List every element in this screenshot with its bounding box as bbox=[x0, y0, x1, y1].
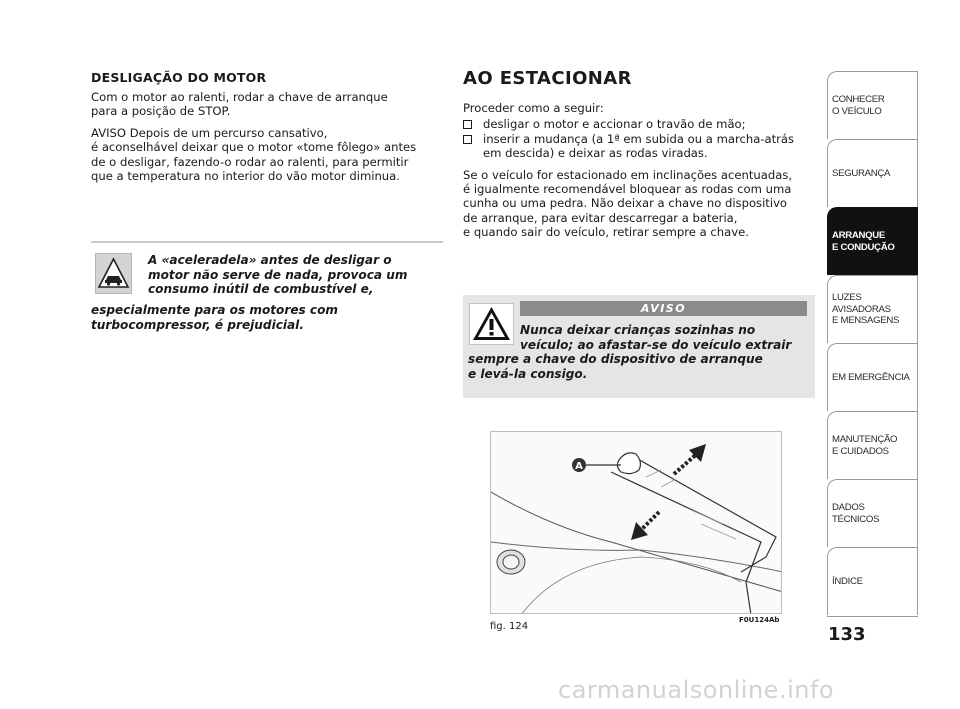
tab-label: SEGURANÇA bbox=[832, 167, 891, 179]
tab-indice[interactable] bbox=[827, 547, 918, 615]
aviso-warning-box bbox=[463, 295, 815, 398]
checkbox-bullet-icon bbox=[463, 135, 472, 144]
arrow-down-icon bbox=[631, 512, 659, 540]
tab-label: CONHECER O VEÍCULO bbox=[832, 94, 885, 117]
figure-label-a: A bbox=[575, 461, 583, 472]
tab-label: LUZES AVISADORAS E MENSAGENS bbox=[832, 292, 900, 327]
aviso-text-part2: sempre a chave do dispositivo de arranque e levá-la consigo. bbox=[468, 352, 763, 381]
car-environment-icon bbox=[95, 253, 132, 294]
watermark: carmanualsonline.info bbox=[558, 676, 835, 704]
tab-label: MANUTENÇÃO E CUIDADOS bbox=[832, 434, 898, 457]
paragraph-engine-off: Com o motor ao ralenti, rodar a chave de arranque para a posição de STOP. bbox=[91, 90, 388, 119]
figure-code: F0U124Ab bbox=[739, 616, 780, 624]
note-text-part2: especialmente para os motores com turbocompressor, é prejudicial. bbox=[91, 303, 339, 332]
aviso-text-part1: Nunca deixar crianças sozinhas no veículo; ao afastar-se do veículo extrair bbox=[520, 323, 792, 352]
tab-em-emergencia[interactable] bbox=[827, 343, 918, 411]
section-title-parking: AO ESTACIONAR bbox=[463, 68, 632, 89]
tab-dados-tecnicos[interactable] bbox=[827, 479, 918, 547]
page-number: 133 bbox=[828, 624, 866, 645]
checkbox-bullet-icon bbox=[463, 120, 472, 129]
note-text-part1: A «aceleradela» antes de desligar o motor não serve de nada, provoca um consumo inútil de combustível e, bbox=[148, 253, 408, 297]
paragraph-slope-parking: Se o veículo for estacionado em inclinações acentuadas, é igualmente recomendável bloquear as rodas com uma cunha ou uma pedra. Não deixar a chave no dispositivo de arranque, para evitar descarregar a bateria, e quando sair do veículo, retirar sempre a chave. bbox=[463, 167, 793, 240]
aviso-banner: AVISO bbox=[520, 301, 807, 316]
tab-luzes-avisadoras[interactable] bbox=[827, 275, 918, 343]
list-item bbox=[463, 132, 815, 161]
list-item bbox=[463, 117, 815, 131]
tab-label: ÍNDICE bbox=[832, 575, 863, 587]
tab-label: ARRANQUE E CONDUÇÃO bbox=[832, 230, 895, 253]
tab-manutencao[interactable] bbox=[827, 411, 918, 479]
paragraph-aviso-engine: AVISO Depois de um percurso cansativo, é aconselhável deixar que o motor «tome fôlego» antes de o desligar, fazendo-o rodar ao ralenti, para permitir que a temperatura no interior do vão motor diminua. bbox=[91, 125, 417, 184]
tab-label: DADOS TÉCNICOS bbox=[832, 502, 880, 525]
tab-label: EM EMERGÊNCIA bbox=[832, 371, 910, 383]
tabs-bottom-border bbox=[827, 616, 918, 617]
tab-arranque-conducao[interactable] bbox=[827, 207, 918, 275]
section-title-engine-off: DESLIGAÇÃO DO MOTOR bbox=[91, 70, 267, 85]
left-column bbox=[91, 70, 443, 190]
paragraph-parking-intro: Proceder como a seguir: bbox=[463, 101, 604, 115]
handbrake-illustration bbox=[491, 432, 782, 614]
figure-caption: fig. 124 bbox=[490, 621, 529, 632]
tab-conhecer-veiculo[interactable] bbox=[827, 71, 918, 139]
right-column bbox=[463, 68, 815, 247]
note-divider bbox=[91, 241, 443, 243]
figure-handbrake bbox=[490, 431, 782, 614]
chapter-tabs bbox=[827, 71, 918, 617]
tab-seguranca[interactable] bbox=[827, 139, 918, 207]
warning-icon bbox=[469, 303, 514, 345]
list-item-text: desligar o motor e accionar o travão de mão; bbox=[483, 117, 746, 132]
arrow-up-icon bbox=[674, 444, 706, 474]
list-item-text: inserir a mudança (a 1ª em subida ou a marcha-atrás em descida) e deixar as rodas viradas. bbox=[483, 131, 795, 161]
note-acceleration bbox=[91, 241, 443, 332]
